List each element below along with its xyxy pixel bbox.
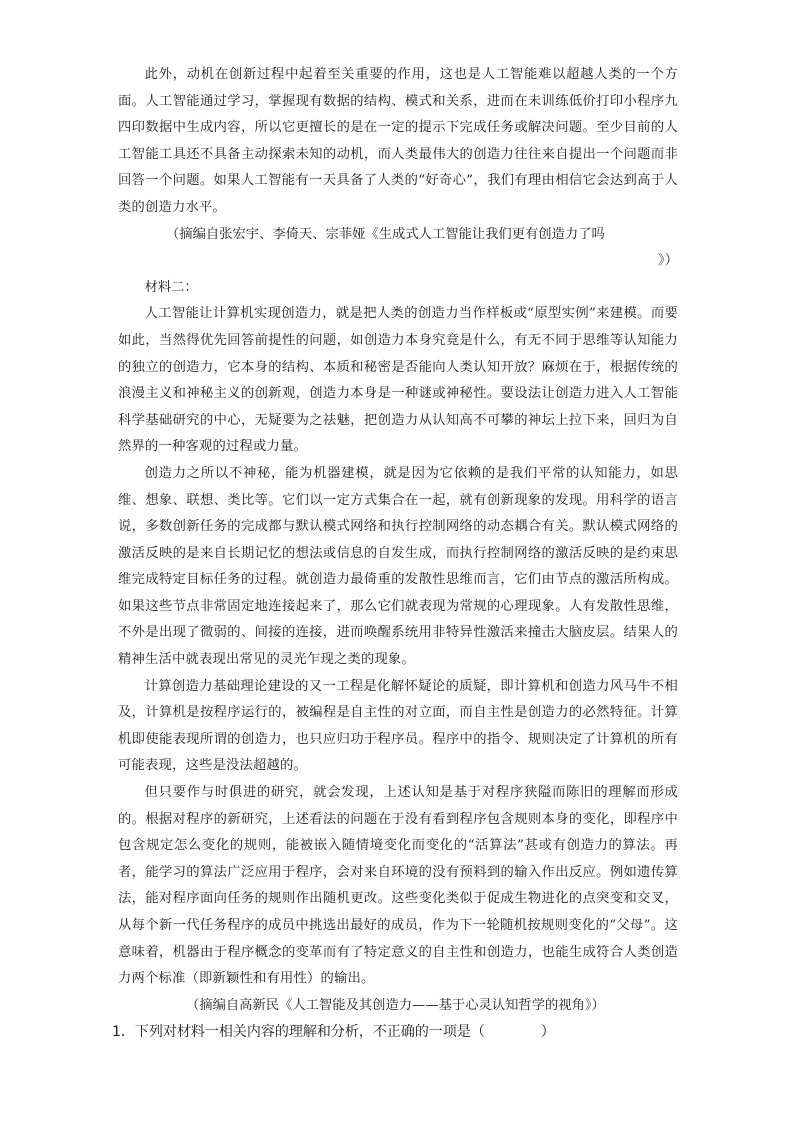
material1-source-line1: （摘编自张宏宇、李倚天、宗菲娅《生成式人工智能让我们更有创造力了吗	[166, 226, 605, 242]
material2-paragraph-3: 计算创造力基础理论建设的又一工程是化解怀疑论的质疑，即计算机和创造力风马牛不相及，计算机是按程序运行的，被编程是自主性的对立面，而自主性是创造力的必然特征。计算机即使能表现所谓的创造力，也只应归功于程序员。程序中的指令、规则决定了计算机的所有可能表现，这些是没法超越的。	[118, 678, 678, 774]
material2-paragraph-2: 创造力之所以不神秘，能为机器建模，就是因为它依赖的是我们平常的认知能力，如思维、想象、联想、类比等。它们以一定方式集合在一起，就有创新现象的发现。用科学的语言说，多数创新任务的完成都与默认模式网络和执行控制网络的动态耦合有关。默认模式网络的激活反映的是来自长期记忆的想法或信息的自发生成，而执行控制网络的激活反映的是约束思维完成特定目标任务的过程。就创造力最倚重的发散性思维而言，它们由节点的激活所构成。如果这些节点非常固定地连接起来了，那么它们就表现为常规的心理现象。人有发散性思维，不外是出现了微弱的、间接的连接，进而唤醒系统用非特异性激活来撞击大脑皮层。结果人的精神生活中就表现出常见的灵光乍现之类的现象。	[118, 465, 678, 668]
material2-source: （摘编自高新民《人工智能及其创造力——基于心灵认知哲学的视角》）	[186, 997, 605, 1013]
material1-source-line2: 》）	[658, 253, 678, 269]
document-page	[112, 62, 678, 1045]
material2-paragraph-1: 人工智能让计算机实现创造力，就是把人类的创造力当作样板或“原型实例”来建模。而要如此，当然得优先回答前提性的问题，如创造力本身究竟是什么，有无不同于思维等认知能力的独立的创造力，它本身的结构、本质和秘密是否能向人类认知开放？麻烦在于，根据传统的浪漫主义和神秘主义的创新观，创造力本身是一种谜或神秘性。要设法让创造力进入人工智能科学基础研究的中心，无疑要为之祛魅，把创造力从认知高不可攀的神坛上拉下来，回归为自然界的一种客观的过程或力量。	[118, 306, 678, 455]
material1-paragraph: 此外，动机在创新过程中起着至关重要的作用，这也是人工智能难以超越人类的一个方面。人工智能通过学习，掌握现有数据的结构、模式和关系，进而在未训练低价打印小程序九四印数据中生成内容，所以它更擅长的是在一定的提示下完成任务或解决问题。至少目前的人工智能工具还不具备主动探索未知的动机，而人类最伟大的创造力往往来自提出一个问题而非回答一个问题。如果人工智能有一天具备了人类的“好奇心”，我们有理由相信它会达到高于人类的创造力水平。	[118, 67, 678, 215]
material2-heading: 材料二：	[144, 279, 198, 295]
question-1: 1．下列对材料一相关内容的理解和分析，不正确的一项是（ ）	[112, 1024, 555, 1041]
material2-paragraph-4: 但只要作与时俱进的研究，就会发现，上述认知是基于对程序狭隘而陈旧的理解而形成的。根据对程序的新研究，上述看法的问题在于没有看到程序包含规则本身的变化，即程序中包含规定怎么变化的规则，能被嵌入随情境变化而变化的“活算法”甚或有创造力的算法。再者，能学习的算法广泛应用于程序，会对来自环境的没有预料到的输入作出反应。例如遗传算法，能对程序面向任务的规则作出随机更改。这些变化类似于促成生物进化的点突变和交叉，从每个新一代任务程序的成员中挑选出最好的成员，作为下一轮随机按规则变化的“父母”。这意味着，机器由于程序概念的变革而有了特定意义的自主性和创造力，也能生成符合人类创造力两个标准（即新颖性和有用性）的输出。	[118, 785, 678, 987]
